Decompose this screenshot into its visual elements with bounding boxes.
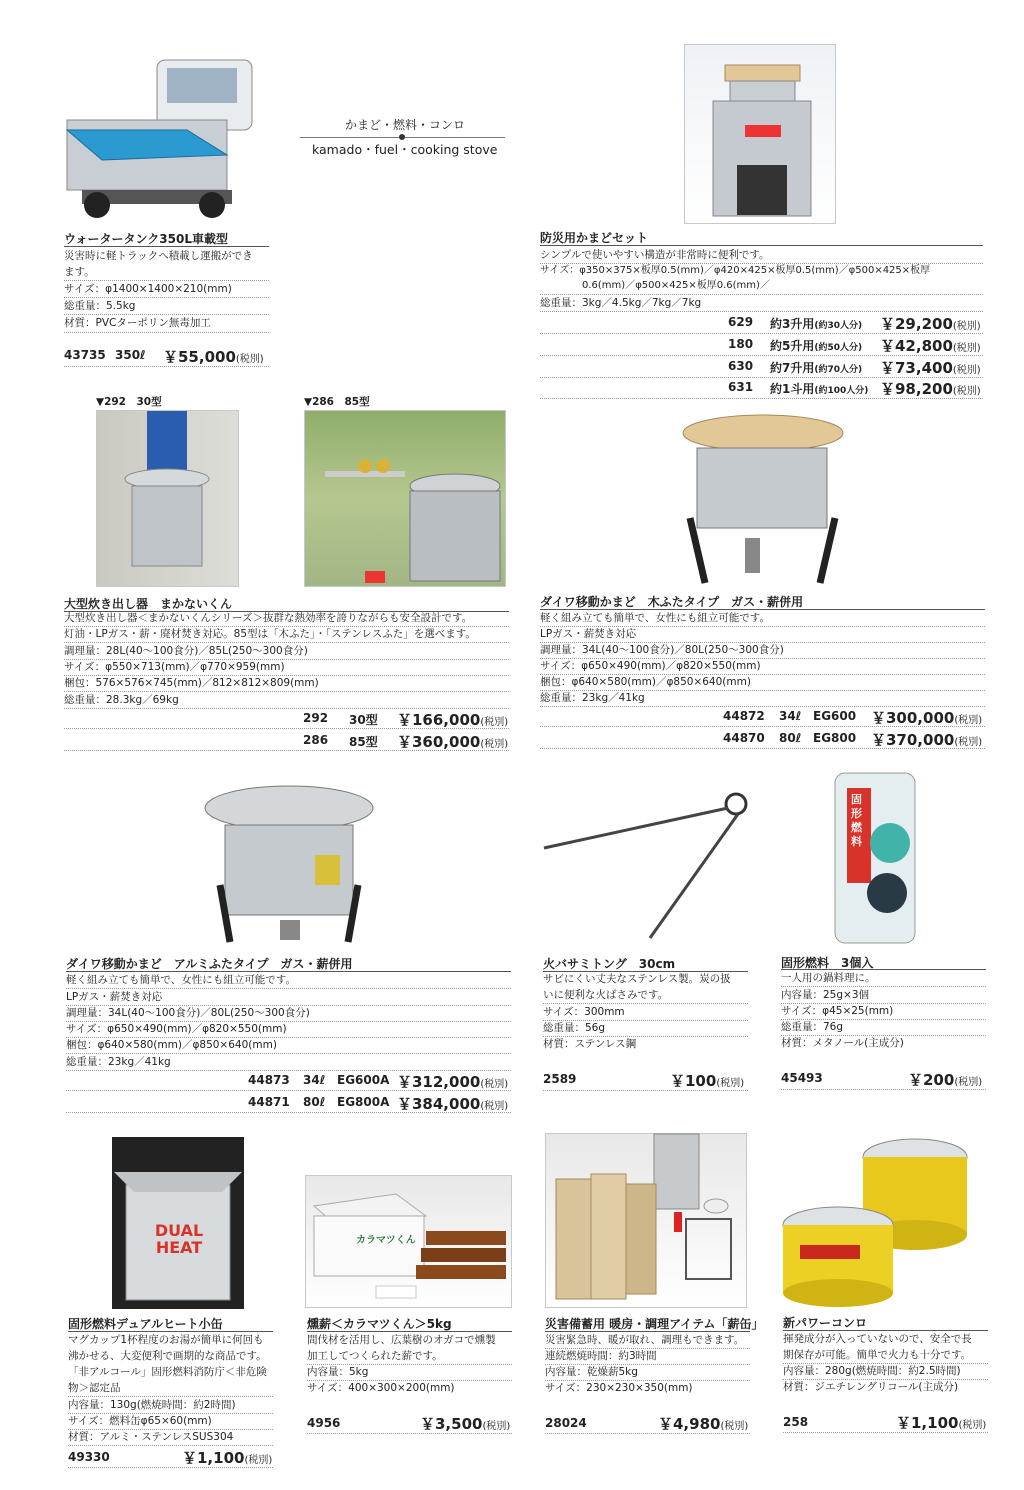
p7-line-0: 一人用の鍋料理に。	[781, 972, 876, 984]
p6-line-3: 総重量：56g	[543, 1022, 606, 1034]
p4-line-5: 総重量：23kg／41kg	[540, 692, 645, 704]
p8-line-5: サイズ：燃料缶φ65×60(mm)	[68, 1415, 212, 1427]
p4-row1-rule	[540, 748, 985, 749]
p9-line-3: サイズ：400×300×200(mm)	[307, 1382, 455, 1394]
p2-row0-price: ￥29,200(税別)	[880, 315, 981, 333]
p3-row1-code: 286	[303, 733, 329, 747]
p1-line-4: 材質：PVCターポリン無毒加工	[64, 317, 211, 329]
p2-rule-3	[540, 311, 983, 312]
daiwa-wood-illustration	[675, 408, 851, 588]
p3-title: 大型炊き出し器 まかないくん	[64, 597, 233, 611]
p1-code: 43735	[64, 348, 106, 362]
p3-line-5: 総重量：28.3kg／69kg	[64, 694, 179, 706]
p8-price: ￥1,100(税別)	[182, 1449, 273, 1467]
p5-row1-rule	[66, 1112, 511, 1113]
p10-code: 28024	[545, 1416, 587, 1430]
p1-line-1: ます。	[64, 266, 95, 278]
p5-rule-0	[66, 988, 511, 989]
p9-price: ￥3,500(税別)	[420, 1415, 511, 1433]
p7-price: ￥200(税別)	[908, 1071, 983, 1089]
p2-row1-rule	[540, 355, 983, 356]
p8-line-6: 材質：アルミ・ステンレスSUS304	[68, 1431, 234, 1443]
p4-line-0: 軽く組み立ても簡単で、女性にも組立可能です。	[540, 612, 770, 624]
p5-title: ダイワ移動かまど アルミふたタイプ ガス・薪併用	[66, 957, 353, 971]
daiwa-alumi-image	[200, 770, 378, 950]
makanai-85-image	[304, 410, 506, 587]
p6-line-0: サビにくい丈夫なステンレス製。炭の扱	[543, 973, 731, 985]
p4-row0-rule	[540, 726, 985, 727]
p5-row1-code: 44871	[248, 1095, 290, 1109]
power-konro-illustration	[780, 1135, 990, 1310]
p2-row2-code: 630	[728, 359, 754, 373]
p2-row0-label: 約3升用(約30人分)	[770, 317, 863, 331]
p1-line-2: サイズ：φ1400×1400×210(mm)	[64, 283, 232, 295]
p4-row1-cap: 80ℓ	[779, 731, 802, 745]
truck-image	[62, 50, 272, 220]
p11-line-0: 揮発成分が入っていないので、安全で長	[783, 1333, 972, 1345]
p2-line-1: サイズ：φ350×375×板厚0.5(mm)／φ420×425×板厚0.5(mm)／φ500×425×板厚	[540, 265, 931, 276]
p8-rule-7	[68, 1467, 273, 1468]
p8-line-3: 物＞認定品	[68, 1382, 121, 1394]
truck-illustration	[62, 50, 272, 220]
p7-rule-5	[781, 1089, 986, 1090]
p1-capacity: 350ℓ	[115, 348, 146, 362]
p5-rule-4	[66, 1053, 511, 1054]
p4-line-3: サイズ：φ650×490(mm)／φ820×550(mm)	[540, 660, 761, 672]
p1-line-0: 災害時に軽トラックへ積載し運搬ができ	[64, 250, 253, 262]
tongs-image	[540, 790, 750, 940]
p8-title-rule	[68, 1331, 273, 1332]
p4-row0-cap: 34ℓ	[779, 709, 802, 723]
p7-line-4: 材質：メタノール(主成分)	[781, 1037, 904, 1049]
p2-row3-label: 約1斗用(約100人分)	[770, 382, 869, 396]
p4-title: ダイワ移動かまど 木ふたタイプ ガス・薪併用	[540, 595, 804, 609]
p3-row1-rule	[64, 750, 509, 751]
p5-row0-cap: 34ℓ	[303, 1073, 326, 1087]
solid-fuel-illustration	[825, 768, 925, 948]
p5-line-0: 軽く組み立ても簡単で、女性にも組立可能です。	[66, 974, 296, 986]
header-jp: かまど・燃料・コンロ	[345, 118, 466, 132]
p5-line-2: 調理量：34L(40〜100食分)／80L(250〜300食分)	[66, 1007, 310, 1019]
p6-line-1: いに便利な火ばさみです。	[543, 989, 669, 1001]
p2-title-rule	[540, 245, 983, 246]
p4-row0-model: EG600	[813, 709, 857, 723]
p4-line-1: LPガス・薪焚き対応	[540, 628, 637, 640]
p1-rule-3	[64, 314, 269, 315]
header-dot	[399, 134, 405, 140]
p9-rule-4	[307, 1433, 512, 1434]
p7-line-1: 内容量：25g×3個	[781, 989, 870, 1001]
p5-title-rule	[66, 971, 511, 972]
p10-line-3: サイズ：230×230×350(mm)	[545, 1382, 693, 1394]
p2-row2-label: 約7升用(約70人分)	[770, 361, 863, 375]
p9-title: 燻薪＜カラマツくん＞5kg	[307, 1317, 452, 1331]
p2-row3-code: 631	[728, 380, 754, 394]
p5-row0-model: EG600A	[337, 1073, 390, 1087]
makanai-30-image	[96, 410, 239, 587]
p6-rule-5	[543, 1090, 748, 1091]
p3-img2-label: ▼286 85型	[304, 396, 370, 408]
p8-rule-3	[68, 1396, 273, 1397]
p2-row1-price: ￥42,800(税別)	[880, 337, 981, 355]
p4-line-4: 梱包：φ640×580(mm)／φ850×640(mm)	[540, 676, 751, 688]
p5-line-1: LPガス・薪焚き対応	[66, 991, 163, 1003]
makikan-image	[545, 1133, 747, 1308]
p10-price: ￥4,980(税別)	[658, 1415, 749, 1433]
p2-row3-rule	[540, 398, 983, 399]
p5-row1-model: EG800A	[337, 1095, 390, 1109]
p1-title-rule	[64, 246, 269, 247]
p8-line-1: 沸かせる、大変便利で画期的な商品です。	[68, 1350, 267, 1362]
p9-code: 4956	[307, 1416, 341, 1430]
p11-title: 新パワーコンロ	[783, 1316, 868, 1330]
p4-row1-code: 44870	[723, 731, 765, 745]
p2-line-0: シンプルで使いやすい構造が非常時に便利です。	[540, 249, 770, 261]
p3-row1-price: ￥360,000(税別)	[397, 733, 509, 751]
p8-code: 49330	[68, 1450, 110, 1464]
p11-title-rule	[783, 1330, 988, 1331]
p2-row0-code: 629	[728, 315, 754, 329]
p5-row1-cap: 80ℓ	[303, 1095, 326, 1109]
p1-line-3: 総重量：5.5kg	[64, 300, 136, 312]
p1-title: ウォータータンク350L車載型	[64, 232, 228, 246]
karamatsu-image	[305, 1175, 512, 1308]
p3-rule-4	[64, 691, 509, 692]
p4-line-2: 調理量：34L(40〜100食分)／80L(250〜300食分)	[540, 644, 784, 656]
p7-line-2: サイズ：φ45×25(mm)	[781, 1005, 894, 1017]
p8-line-2: 「非アルコール」固形燃料消防庁＜非危険	[68, 1366, 267, 1378]
p2-row1-code: 180	[728, 337, 754, 351]
p11-price: ￥1,100(税別)	[896, 1414, 987, 1432]
p3-row0-type: 30型	[349, 713, 378, 727]
p10-line-0: 災害緊急時、暖が取れ、調理もできます。	[545, 1334, 745, 1346]
p11-line-1: 期保存が可能。簡単で火力も十分です。	[783, 1349, 972, 1361]
p6-line-2: サイズ：300mm	[543, 1006, 625, 1018]
p3-line-3: サイズ：φ550×713(mm)／φ770×959(mm)	[64, 661, 285, 673]
p3-line-1: 灯油・LPガス・薪・廃材焚き対応。85型は「木ふた」・「ステンレスふた」を選べます。	[64, 628, 476, 640]
p2-row0-rule	[540, 333, 983, 334]
p8-line-0: マグカップ1杯程度のお湯が簡単に何回も	[68, 1334, 264, 1346]
solid-fuel-image	[825, 768, 925, 948]
karamatsu-box-text: カラマツくん	[356, 1235, 416, 1246]
p10-line-2: 内容量：乾燥薪5kg	[545, 1366, 638, 1378]
p6-rule-1	[543, 1003, 748, 1004]
p1-rule-1	[64, 280, 269, 281]
makanai-30-illustration	[97, 411, 240, 588]
p9-title-rule	[307, 1331, 512, 1332]
p8-line-4: 内容量：130g(燃焼時間：約2時間)	[68, 1399, 236, 1411]
p3-line-4: 梱包：576×576×745(mm)／812×812×809(mm)	[64, 677, 319, 689]
p4-row1-model: EG800	[813, 731, 857, 745]
p3-row0-rule	[64, 728, 509, 729]
p11-line-2: 内容量：280g(燃焼時間：約2.5時間)	[783, 1365, 961, 1377]
p2-row1-label: 約5升用(約50人分)	[770, 339, 863, 353]
p2-line-2: 0.6(mm)／φ500×425×板厚0.6(mm)／	[582, 280, 770, 291]
p7-code: 45493	[781, 1071, 823, 1085]
p6-line-4: 材質：ステンレス鋼	[543, 1038, 637, 1050]
p9-line-0: 間伐材を活用し、広葉樹のオガコで燻製	[307, 1334, 496, 1346]
p3-img1-label: ▼292 30型	[96, 396, 162, 408]
p5-row0-price: ￥312,000(税別)	[397, 1073, 509, 1091]
p1-price: ￥55,000(税別)	[163, 348, 264, 366]
p1-rule-5	[64, 366, 269, 367]
makanai-85-illustration	[305, 411, 507, 588]
p5-row1-price: ￥384,000(税別)	[397, 1095, 509, 1113]
p2-row2-price: ￥73,400(税別)	[880, 359, 981, 377]
p6-price: ￥100(税別)	[670, 1072, 745, 1090]
p2-line-3: 総重量：3kg／4.5kg／7kg／7kg	[540, 297, 702, 309]
p1-rule-4	[64, 332, 269, 333]
p8-title: 固形燃料デュアルヒート小缶	[68, 1317, 223, 1331]
p6-code: 2589	[543, 1072, 577, 1086]
p3-line-0: 大型炊き出し器＜まかないくんシリーズ＞抜群な熱効率を誇りながらも安全設計です。	[64, 612, 473, 624]
kamado-set-image	[684, 44, 836, 224]
p3-line-2: 調理量：28L(40〜100食分)／85L(250〜300食分)	[64, 645, 308, 657]
p1-rule-2	[64, 297, 269, 298]
p10-line-1: 連続燃焼時間：約3時間	[545, 1350, 657, 1362]
p4-row0-code: 44872	[723, 709, 765, 723]
p11-line-3: 材質：ジエチレングリコール(主成分)	[783, 1381, 959, 1393]
p7-title: 固形燃料 3個入	[781, 956, 874, 970]
dual-heat-can-text: DUAL HEAT	[154, 1221, 204, 1257]
p3-rule-1	[64, 642, 509, 643]
dual-heat-image	[112, 1137, 244, 1309]
p5-row0-code: 44873	[248, 1073, 290, 1087]
p8-rule-6	[68, 1445, 273, 1446]
p11-rule-4	[783, 1432, 988, 1433]
p2-title: 防災用かまどセット	[540, 231, 649, 245]
daiwa-alumi-illustration	[200, 770, 378, 950]
power-konro-image	[780, 1135, 990, 1310]
p9-line-1: 加工してつくられた薪です。	[307, 1350, 443, 1362]
p4-row0-price: ￥300,000(税別)	[871, 709, 983, 727]
p3-row1-type: 85型	[349, 735, 378, 749]
p3-row0-code: 292	[303, 711, 329, 725]
p5-row0-rule	[66, 1090, 511, 1091]
p5-line-4: 梱包：φ640×580(mm)／φ850×640(mm)	[66, 1039, 277, 1051]
p4-row1-price: ￥370,000(税別)	[871, 731, 983, 749]
p2-row3-price: ￥98,200(税別)	[880, 380, 981, 398]
p7-rule-0	[781, 986, 986, 987]
header-en: kamado・fuel・cooking stove	[312, 142, 498, 157]
p6-title: 火バサミトング 30cm	[543, 957, 676, 971]
makikan-illustration	[546, 1134, 748, 1309]
daiwa-wood-image	[675, 408, 851, 588]
p3-row0-price: ￥166,000(税別)	[397, 711, 509, 729]
p10-rule-4	[545, 1433, 750, 1434]
p7-line-3: 総重量：76g	[781, 1021, 844, 1033]
p10-title-rule	[545, 1331, 750, 1332]
p4-title-rule	[540, 609, 985, 610]
p7-title-rule	[781, 969, 986, 970]
p5-line-3: サイズ：φ650×490(mm)／φ820×550(mm)	[66, 1023, 287, 1035]
kamado-set-illustration	[685, 45, 837, 225]
p9-line-2: 内容量：5kg	[307, 1366, 369, 1378]
tongs-illustration	[540, 790, 750, 940]
solid-fuel-pkg-text: 固形燃料	[851, 793, 862, 848]
p5-line-5: 総重量：23kg／41kg	[66, 1056, 171, 1068]
p10-title: 災害備蓄用 暖房・調理アイテム「薪缶」	[545, 1317, 764, 1331]
p11-code: 258	[783, 1415, 809, 1429]
p2-rule-2	[540, 294, 983, 295]
